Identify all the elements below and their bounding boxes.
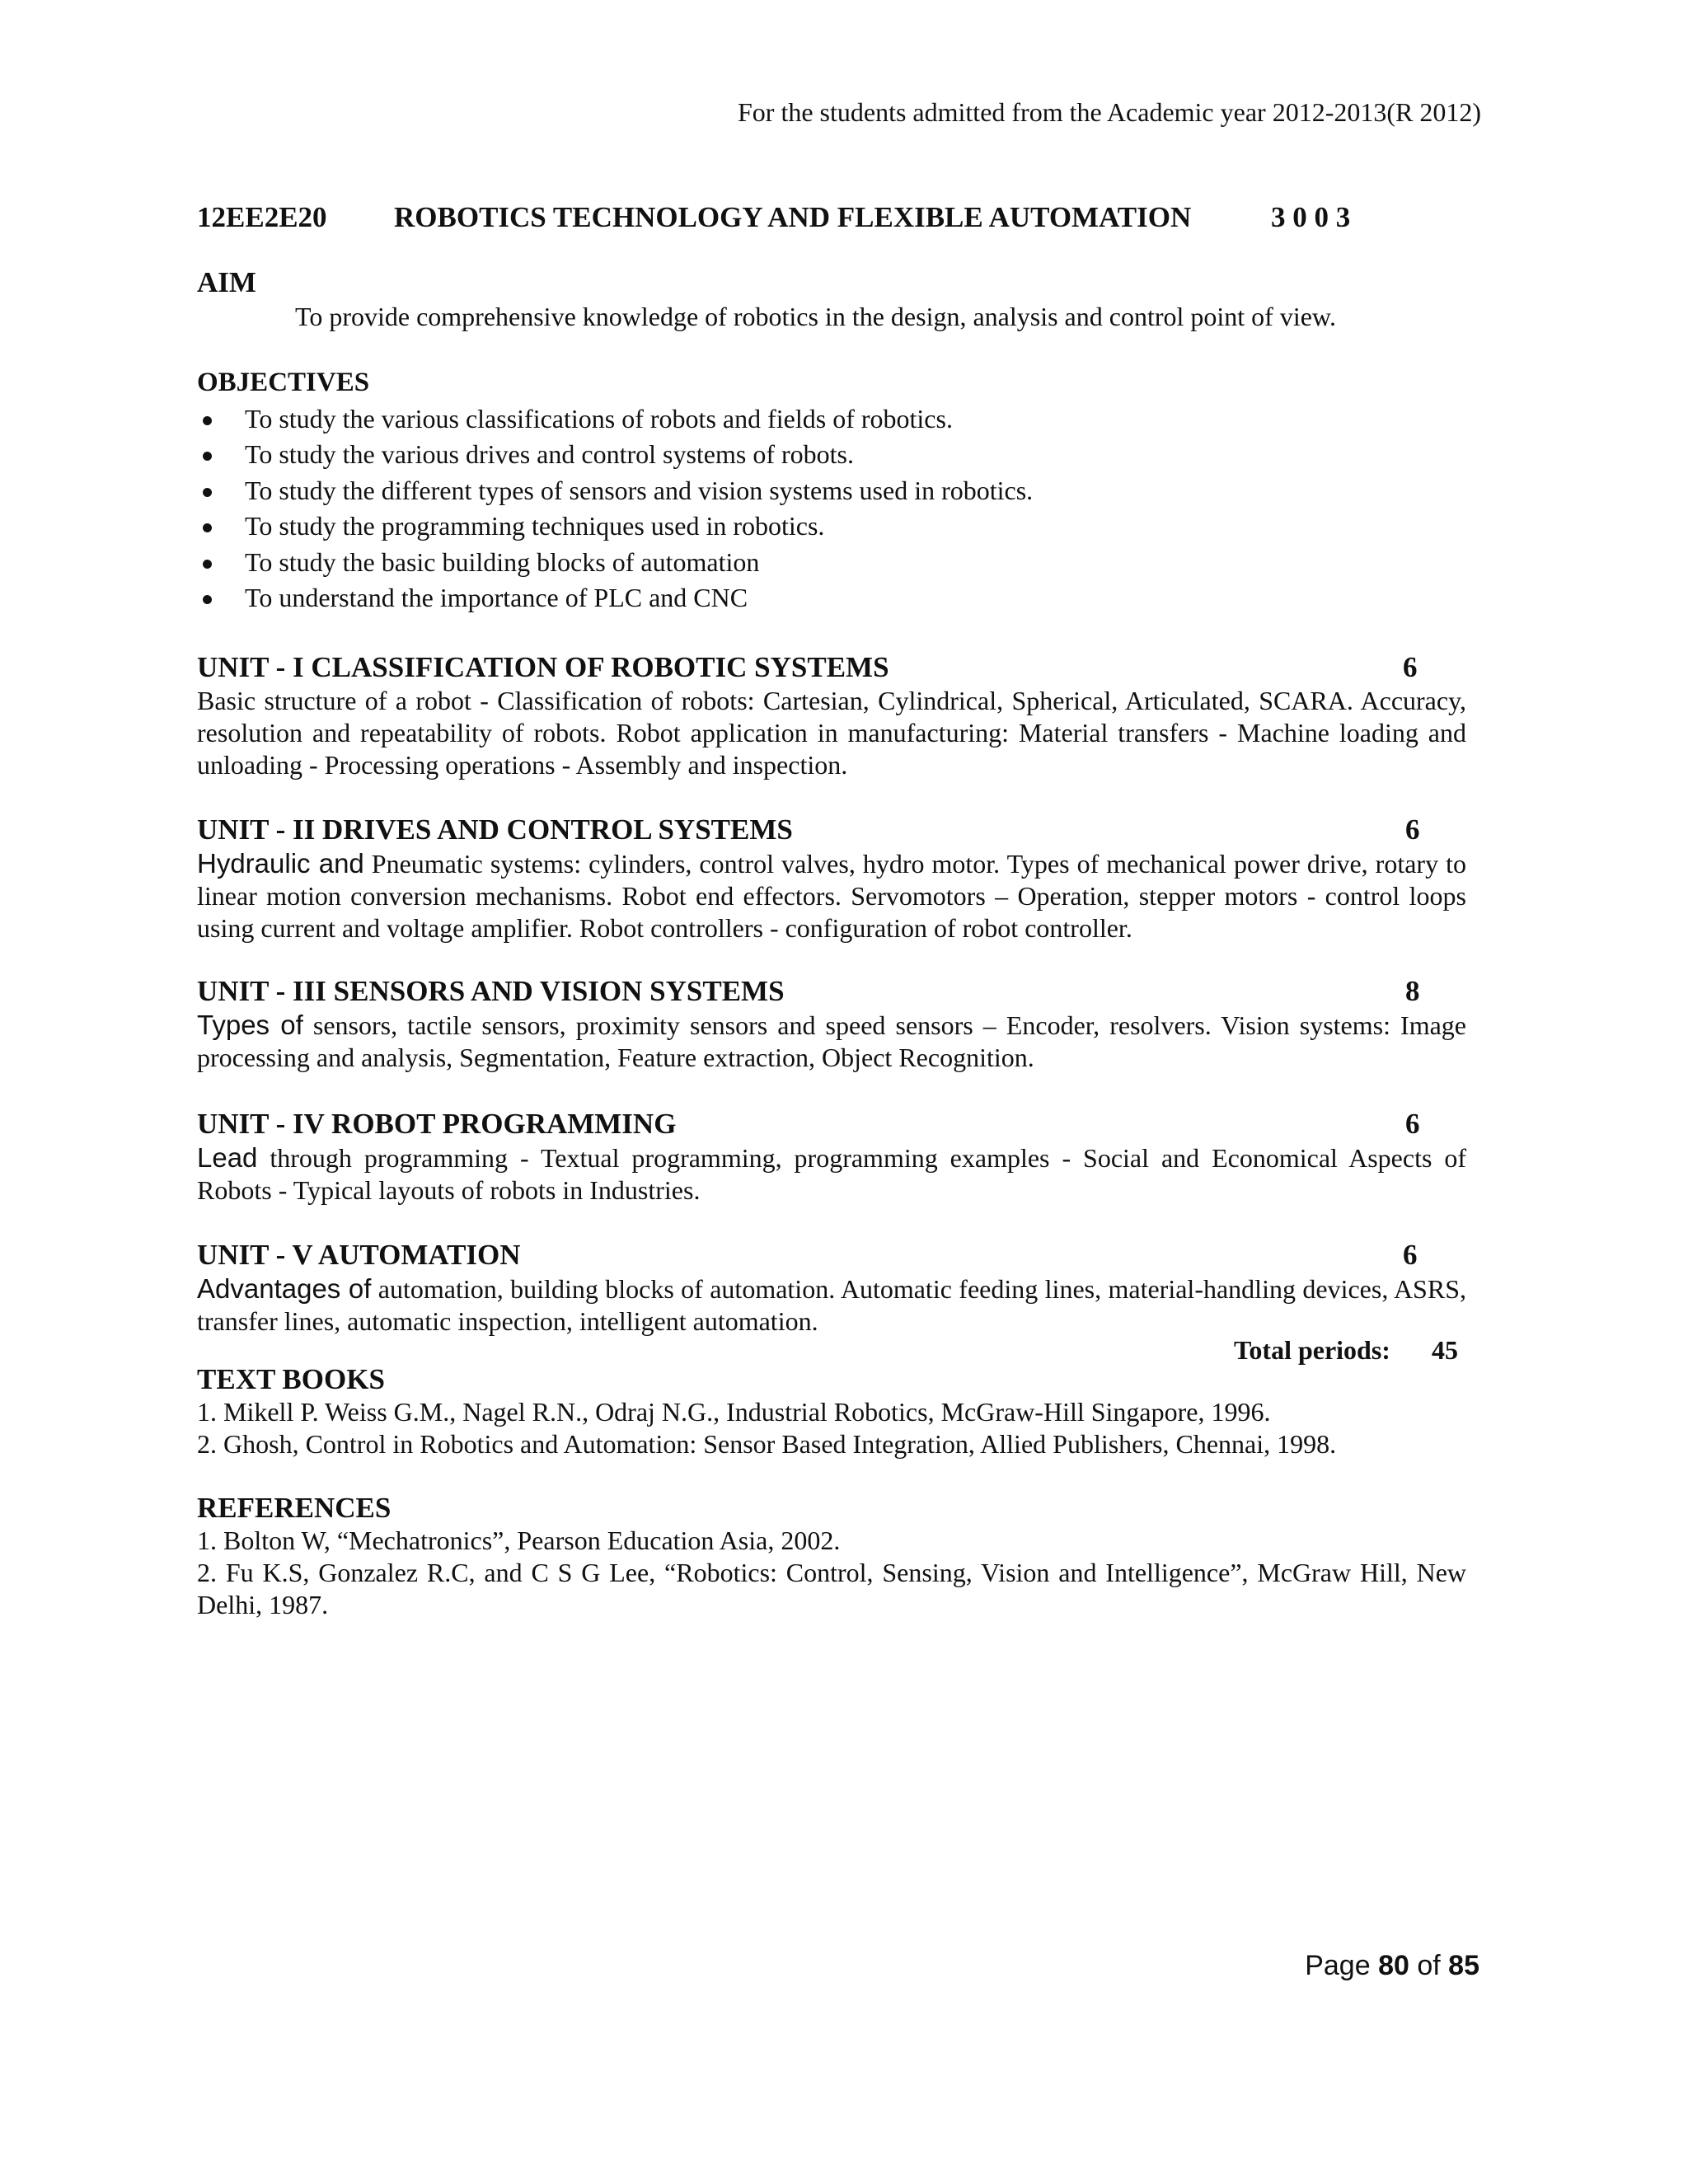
- unit-lead-text: Lead: [197, 1142, 258, 1173]
- objective-item: To study the various classifications of robots and fields of robotics.: [197, 401, 1033, 437]
- course-code: 12EE2E20: [197, 201, 327, 233]
- of-word: of: [1417, 1950, 1441, 1981]
- unit-lead-text: Types of: [197, 1010, 303, 1040]
- objectives-heading: OBJECTIVES: [197, 368, 370, 397]
- unit-description: [197, 685, 1466, 781]
- total-periods: [1234, 1333, 1458, 1366]
- course-credits: 3 0 0 3: [1271, 201, 1351, 233]
- unit-title: UNIT - V AUTOMATION: [197, 1239, 521, 1271]
- reference-item: 1. Bolton W, “Mechatronics”, Pearson Education Asia, 2002.: [197, 1526, 841, 1555]
- objective-item: To study the programming techniques used in robotics.: [197, 509, 1033, 544]
- admission-note: For the students admitted from the Academic year 2012-2013(R 2012): [737, 97, 1481, 127]
- unit-body-text: Basic structure of a robot - Classification of robots: Cartesian, Cylindrical, Spherical, Articulated, SCARA. Accuracy, resolution and repeatability of robots. Robot application in manufacturing: Material transfers - Machine loading and unloading - Processing operations - Assembly and inspection.: [197, 686, 1466, 780]
- unit-body-text: sensors, tactile sensors, proximity sensors and speed sensors – Encoder, resolvers. Vision systems: Image processing and analysis, Segmentation, Feature extraction, Object Recognition.: [197, 1010, 1467, 1072]
- aim-heading: AIM: [197, 266, 256, 298]
- page-word: Page: [1305, 1950, 1371, 1981]
- unit-title: UNIT - II DRIVES AND CONTROL SYSTEMS: [197, 813, 793, 846]
- unit-title: UNIT - III SENSORS AND VISION SYSTEMS: [197, 975, 785, 1007]
- unit-description: [197, 847, 1466, 944]
- unit-hours: 8: [1405, 975, 1420, 1007]
- objective-item: To study the various drives and control systems of robots.: [197, 437, 1033, 472]
- unit-3: [197, 974, 1466, 1074]
- unit-2: [197, 813, 1466, 944]
- page-number: [1305, 1948, 1479, 1983]
- unit-4: [197, 1107, 1466, 1207]
- total-periods-label: Total periods:: [1234, 1335, 1390, 1365]
- unit-hours: 6: [1403, 1239, 1418, 1271]
- reference-item: 2. Fu K.S, Gonzalez R.C, and C S G Lee, “Robotics: Control, Sensing, Vision and Intelligence”, McGraw Hill, New Delhi, 1987.: [197, 1558, 1466, 1619]
- total-periods-value: 45: [1432, 1335, 1458, 1365]
- unit-1: [197, 650, 1466, 781]
- text-book-item: 2. Ghosh, Control in Robotics and Automation: Sensor Based Integration, Allied Publishers, Chennai, 1998.: [197, 1429, 1337, 1459]
- unit-description: [197, 1141, 1466, 1207]
- unit-title: UNIT - I CLASSIFICATION OF ROBOTIC SYSTEMS: [197, 651, 889, 683]
- unit-description: [197, 1272, 1466, 1338]
- unit-lead-text: Advantages of: [197, 1273, 372, 1304]
- unit-lead-text: Hydraulic and: [197, 848, 364, 879]
- text-books-list: [197, 1396, 1466, 1460]
- unit-description: [197, 1009, 1466, 1074]
- unit-body-text: through programming - Textual programming, programming examples - Social and Economical Aspects of Robots - Typical layouts of robots in Industries.: [197, 1143, 1466, 1205]
- total-pages: 85: [1448, 1950, 1479, 1981]
- objectives-list: [197, 401, 1033, 616]
- unit-body-text: Pneumatic systems: cylinders, control valves, hydro motor. Types of mechanical power drive, rotary to linear motion conversion mechanisms. Robot end effectors. Servomotors – Operation, stepper motors - control loops using current and voltage amplifier. Robot controllers - configuration of robot controller.: [197, 849, 1466, 943]
- unit-title: UNIT - IV ROBOT PROGRAMMING: [197, 1108, 677, 1140]
- objective-item: To study the different types of sensors and vision systems used in robotics.: [197, 473, 1033, 509]
- unit-hours: 6: [1403, 651, 1418, 683]
- course-name: ROBOTICS TECHNOLOGY AND FLEXIBLE AUTOMATION: [394, 201, 1192, 233]
- aim-text: To provide comprehensive knowledge of robotics in the design, analysis and control point of view.: [295, 302, 1336, 331]
- current-page: 80: [1378, 1950, 1409, 1981]
- references-heading: REFERENCES: [197, 1492, 392, 1524]
- unit-hours: 6: [1405, 813, 1420, 846]
- unit-hours: 6: [1405, 1108, 1420, 1140]
- text-book-item: 1. Mikell P. Weiss G.M., Nagel R.N., Odraj N.G., Industrial Robotics, McGraw-Hill Singapore, 1996.: [197, 1397, 1271, 1427]
- unit-body-text: automation, building blocks of automation. Automatic feeding lines, material-handling devices, ASRS, transfer lines, automatic inspection, intelligent automation.: [197, 1274, 1466, 1336]
- objective-item: To study the basic building blocks of automation: [197, 545, 1033, 580]
- objective-item: To understand the importance of PLC and CNC: [197, 580, 1033, 616]
- text-books-heading: TEXT BOOKS: [197, 1363, 385, 1395]
- unit-5: [197, 1238, 1466, 1338]
- references-list: [197, 1525, 1466, 1621]
